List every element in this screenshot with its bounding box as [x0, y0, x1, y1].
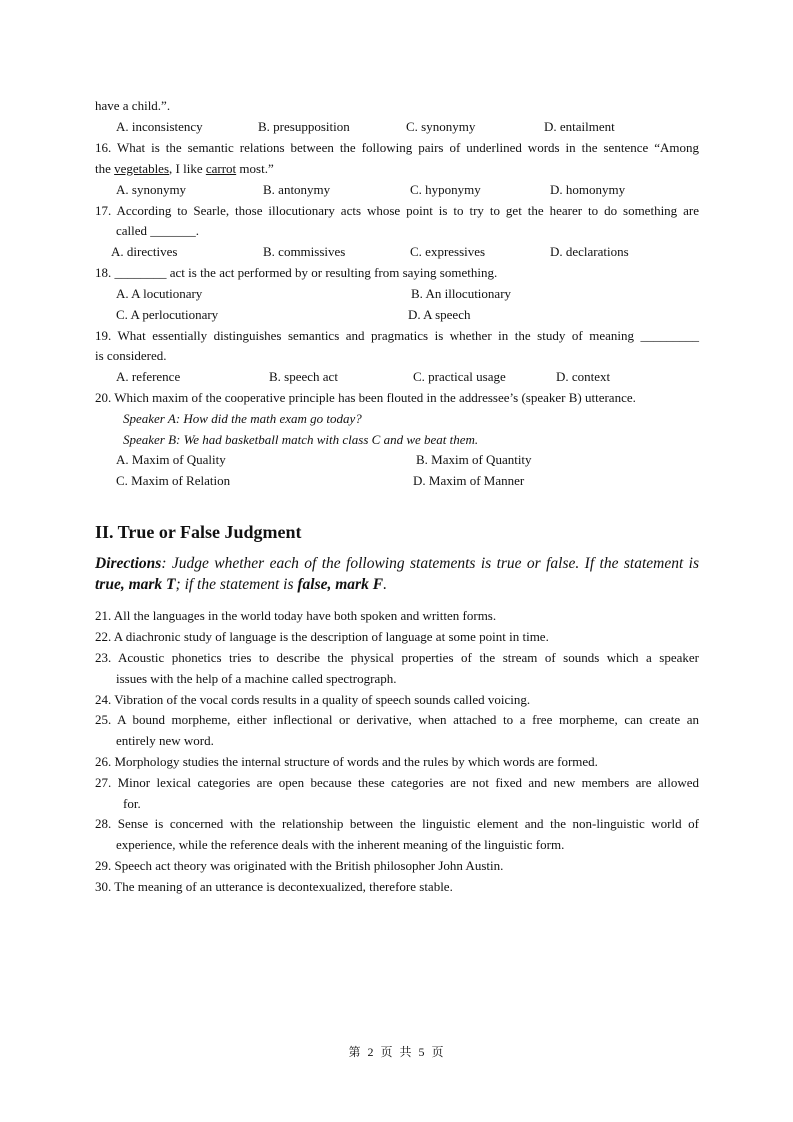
underlined-word-carrot: carrot	[205, 161, 237, 176]
q16-question-line2: the vegetables, I like carrot most.”	[95, 161, 274, 176]
q15-option-b: B. presupposition	[258, 119, 350, 134]
q20-question: 20. Which maxim of the cooperative principle has been flouted in the addressee’s (speaker B) utterance.	[95, 390, 636, 405]
tf-item-26: 26. Morphology studies the internal structure of words and the rules by which words are formed.	[95, 754, 598, 769]
tf-item-30: 30. The meaning of an utterance is decontexualized, therefore stable.	[95, 879, 453, 894]
directions-line2: true, mark T; if the statement is false, mark F.	[95, 576, 387, 593]
q18-option-b: B. An illocutionary	[411, 286, 512, 301]
page-number: 2	[367, 1045, 375, 1059]
q19-question-line1: 19. What essentially distinguishes semantics and pragmatics is whether in the study of meaning _________	[95, 328, 699, 343]
q19-option-b: B. speech act	[269, 369, 338, 384]
q16-option-d: D. homonymy	[550, 182, 626, 197]
tf-item-22: 22. A diachronic study of language is the description of language at some point in time.	[95, 629, 549, 644]
page-footer: 第 2 页 共 5 页	[348, 1045, 445, 1059]
q20-speaker-b: Speaker B: We had basketball match with class C and we beat them.	[123, 432, 479, 447]
tf-item-24: 24. Vibration of the vocal cords results in a quality of speech sounds called voicing.	[95, 692, 531, 707]
tf-item-25-line1: 25. A bound morpheme, either inflectional or derivative, when attached to a free morpheme, can create an	[95, 712, 699, 727]
q19-option-c: C. practical usage	[413, 369, 506, 384]
tf-item-23-line1: 23. Acoustic phonetics tries to describe the physical properties of the stream of sounds which a speaker	[95, 650, 699, 665]
q16-option-a: A. synonymy	[116, 182, 187, 197]
q17-question-line1: 17. According to Searle, those illocutionary acts whose point is to try to get the hearer to do something are	[95, 203, 699, 218]
q20-speaker-a: Speaker A: How did the math exam go today?	[123, 411, 362, 426]
tf-item-23-line2: issues with the help of a machine called spectrograph.	[116, 671, 397, 686]
q15-option-c: C. synonymy	[406, 119, 476, 134]
q18-question: 18. ________ act is the act performed by or resulting from saying something.	[95, 265, 498, 280]
q15-continuation: have a child.”.	[95, 98, 171, 113]
q17-option-b: B. commissives	[263, 244, 346, 259]
q19-option-d: D. context	[556, 369, 611, 384]
q16-option-b: B. antonymy	[263, 182, 331, 197]
tf-item-27-line1: 27. Minor lexical categories are open because these categories are not fixed and new members are allowed	[95, 775, 699, 790]
page-total: 5	[418, 1045, 426, 1059]
tf-item-27-line2: for.	[123, 796, 141, 811]
tf-item-28-line1: 28. Sense is concerned with the relationship between the linguistic element and the non-linguistic world of	[95, 816, 699, 831]
directions-line1: Directions: Judge whether each of the following statements is true or false. If the statement is	[95, 555, 699, 572]
q20-option-c: C. Maxim of Relation	[116, 473, 231, 488]
q18-option-a: A. A locutionary	[116, 286, 203, 301]
q19-question-line2: is considered.	[95, 348, 167, 363]
q16-option-c: C. hyponymy	[410, 182, 481, 197]
tf-item-29: 29. Speech act theory was originated with the British philosopher John Austin.	[95, 858, 504, 873]
q20-option-d: D. Maxim of Manner	[413, 473, 525, 488]
q18-option-c: C. A perlocutionary	[116, 307, 219, 322]
underlined-word-vegetables: vegetables	[114, 161, 170, 176]
q18-option-d: D. A speech	[408, 307, 471, 322]
q17-option-a: A. directives	[111, 244, 178, 259]
q17-question-line2: called _______.	[116, 223, 200, 238]
q15-option-a: A. inconsistency	[116, 119, 203, 134]
q15-option-d: D. entailment	[544, 119, 615, 134]
tf-item-28-line2: experience, while the reference deals with the inherent meaning of the linguistic form.	[116, 837, 565, 852]
q17-option-d: D. declarations	[550, 244, 629, 259]
tf-item-25-line2: entirely new word.	[116, 733, 214, 748]
section-heading: II. True or False Judgment	[95, 522, 302, 542]
q20-option-a: A. Maxim of Quality	[116, 452, 226, 467]
q19-option-a: A. reference	[116, 369, 181, 384]
q20-option-b: B. Maxim of Quantity	[416, 452, 532, 467]
tf-item-21: 21. All the languages in the world today have both spoken and written forms.	[95, 608, 497, 623]
q16-question-line1: 16. What is the semantic relations between the following pairs of underlined words in the sentence “Among	[95, 140, 699, 155]
q17-option-c: C. expressives	[410, 244, 486, 259]
directions-label: Directions	[95, 555, 162, 572]
